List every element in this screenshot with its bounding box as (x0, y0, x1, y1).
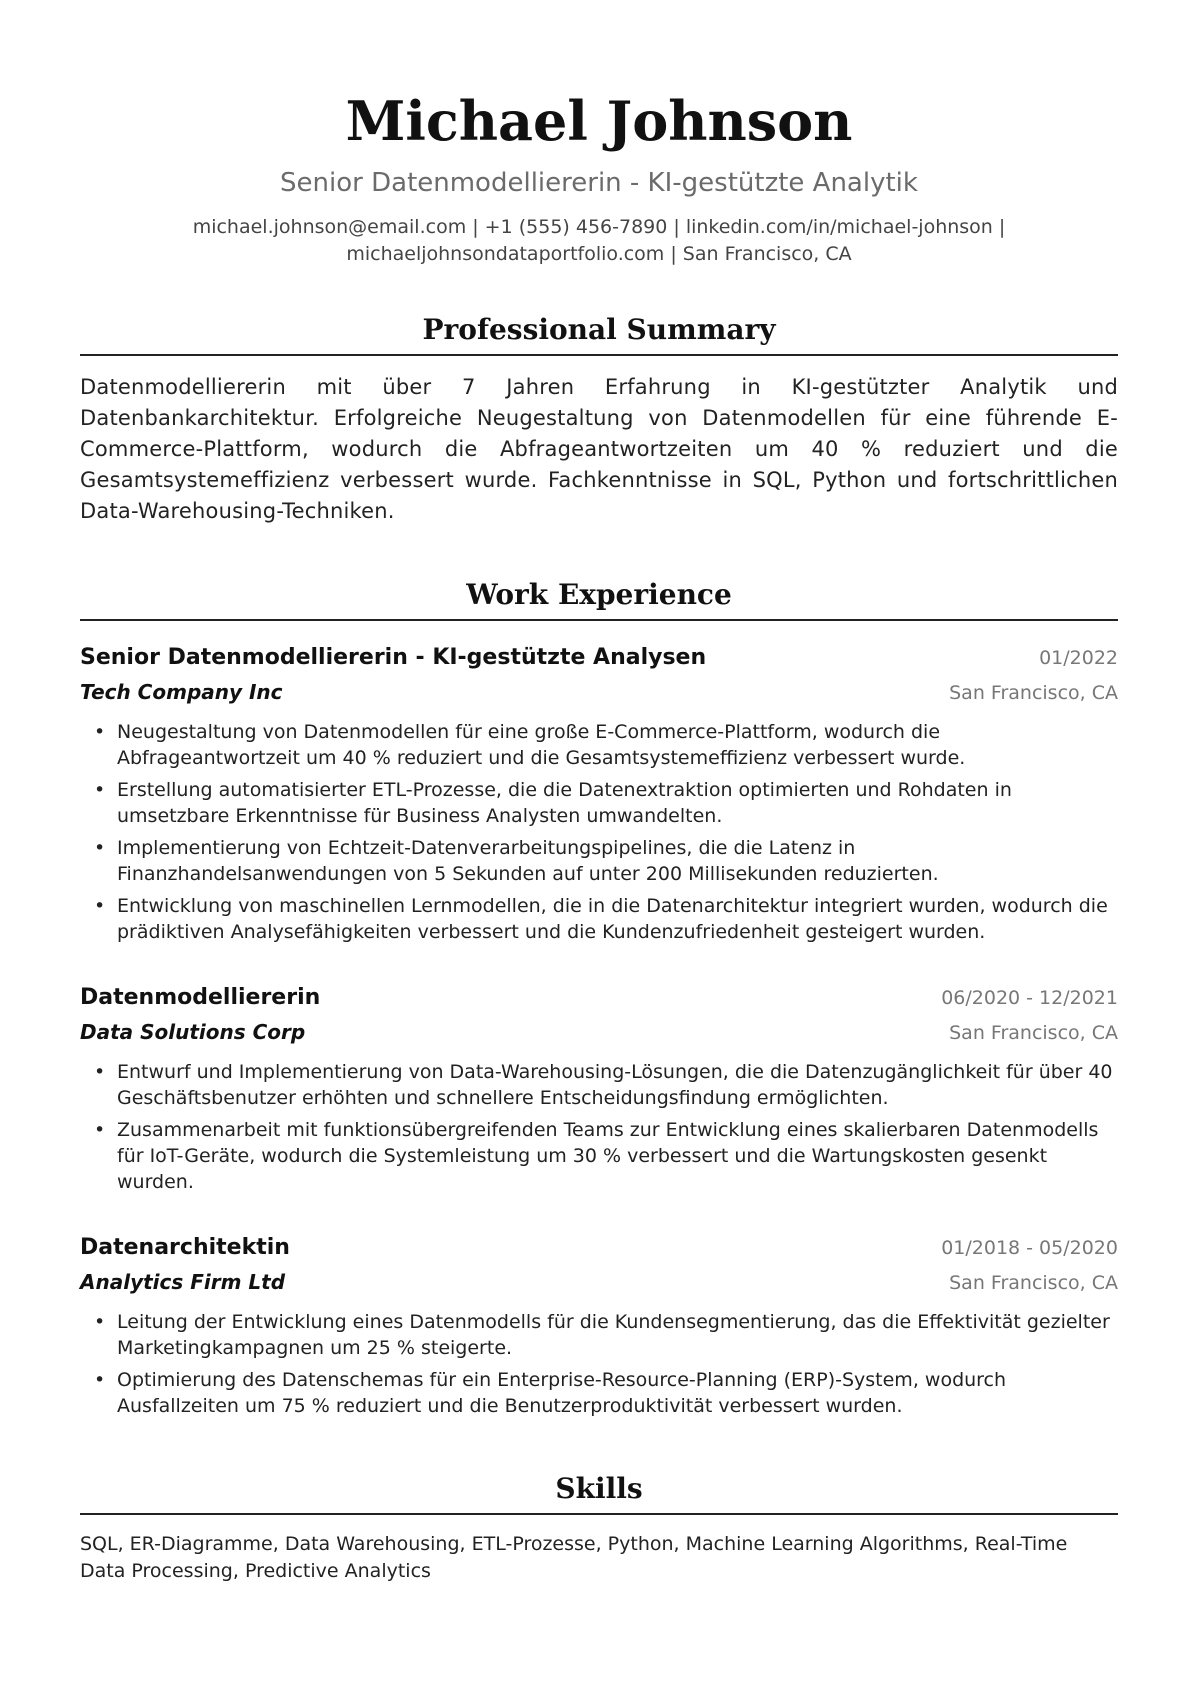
experience-section (80, 577, 1118, 1419)
job-bullets (80, 1309, 1118, 1419)
company-name: Analytics Firm Ltd (80, 1270, 286, 1294)
summary-heading: Professional Summary (80, 312, 1118, 356)
bullet-item (80, 777, 1118, 829)
bullet-item (80, 835, 1118, 887)
job-location: San Francisco, CA (949, 1022, 1118, 1044)
candidate-name: Michael Johnson (345, 89, 853, 153)
contact-info (80, 214, 1118, 268)
bullet-text: Entwicklung von maschinellen Lernmodellen, die in die Datenarchitektur integriert wurden, wodurch die prädiktiven Analysefähigkeiten verbessert und die Kundenzufriedenheit gesteigert wurden. (117, 895, 1108, 943)
summary-text: Datenmodelliererin mit über 7 Jahren Erfahrung in KI-gestützter Analytik und Datenbankarchitektur. Erfolgreiche Neugestaltung von Datenmodellen für eine führende E-Commerce-Plattform, wodurch die Abfrageantwortzeiten um 40 % reduziert und die Gesamtsystemeffizienz verbessert wurde. Fachkenntnisse in SQL, Python und fortschrittlichen Data-Warehousing-Techniken. (80, 375, 1118, 523)
skills-section (80, 1471, 1118, 1585)
skills-text: SQL, ER-Diagramme, Data Warehousing, ETL-Prozesse, Python, Machine Learning Algorithms, Real-Time Data Processing, Predictive Analytics (80, 1533, 1068, 1582)
bullet-text: Optimierung des Datenschemas für ein Enterprise-Resource-Planning (ERP)-System, wodurch Ausfallzeiten um 75 % reduziert und die Benutzerproduktivität verbessert wurden. (117, 1369, 1007, 1417)
job-date: 01/2018 - 05/2020 (941, 1237, 1118, 1259)
bullet-text: Leitung der Entwicklung eines Datenmodells für die Kundensegmentierung, das die Effektivität gezielter Marketingkampagnen um 25 % steigerte. (117, 1311, 1110, 1359)
job-location: San Francisco, CA (949, 1272, 1118, 1294)
bullet-text: Entwurf und Implementierung von Data-Warehousing-Lösungen, die die Datenzugänglichkeit für über 40 Geschäftsbenutzer erhöhten und schnellere Entscheidungsfindung ermöglichten. (117, 1061, 1113, 1109)
bullet-text: Implementierung von Echtzeit-Datenverarbeitungspipelines, die die Latenz in Finanzhandelsanwendungen von 5 Sekunden auf unter 200 Millisekunden reduzierten. (117, 837, 939, 885)
bullet-item (80, 893, 1118, 945)
job-title: Senior Datenmodelliererin - KI-gestützte Analysen (80, 645, 707, 670)
bullet-icon: • (94, 1061, 106, 1083)
experience-heading: Work Experience (80, 577, 1118, 621)
job-entry (80, 981, 1118, 1195)
resume-content (80, 0, 1118, 1585)
contact-line-2: michaeljohnsondataportfolio.com | San Francisco, CA (346, 243, 852, 265)
bullet-icon: • (94, 1311, 106, 1333)
job-date: 06/2020 - 12/2021 (941, 987, 1118, 1009)
job-header (80, 1231, 1118, 1265)
job-header (80, 641, 1118, 675)
company-name: Tech Company Inc (80, 680, 283, 704)
job-title: Datenarchitektin (80, 1235, 290, 1260)
job-title: Datenmodelliererin (80, 985, 321, 1010)
candidate-subtitle: Senior Datenmodelliererin - KI-gestützte Analytik (280, 168, 918, 198)
contact-line-1: michael.johnson@email.com | +1 (555) 456-7890 | linkedin.com/in/michael-johnson | (192, 216, 1006, 238)
job-subheader (80, 675, 1118, 709)
job-bullets (80, 719, 1118, 945)
job-date: 01/2022 (1039, 647, 1118, 669)
bullet-icon: • (94, 837, 106, 859)
bullet-icon: • (94, 895, 106, 917)
bullet-item (80, 1367, 1118, 1419)
bullet-text: Zusammenarbeit mit funktionsübergreifenden Teams zur Entwicklung eines skalierbaren Datenmodells für IoT-Geräte, wodurch die Systemleistung um 30 % verbessert und die Wartungskosten gesenkt wurden. (117, 1119, 1099, 1193)
bullet-icon: • (94, 721, 106, 743)
job-header (80, 981, 1118, 1015)
job-entry (80, 1231, 1118, 1419)
bullet-icon: • (94, 779, 106, 801)
summary-section (80, 312, 1118, 527)
bullet-item (80, 1059, 1118, 1111)
job-subheader (80, 1265, 1118, 1299)
job-bullets (80, 1059, 1118, 1195)
bullet-item (80, 719, 1118, 771)
bullet-text: Neugestaltung von Datenmodellen für eine große E-Commerce-Plattform, wodurch die Abfrageantwortzeit um 40 % reduziert und die Gesamtsystemeffizienz verbessert wurde. (117, 721, 966, 769)
job-location: San Francisco, CA (949, 682, 1118, 704)
job-entry (80, 641, 1118, 945)
bullet-item (80, 1117, 1118, 1195)
skills-heading: Skills (80, 1471, 1118, 1515)
bullet-text: Erstellung automatisierter ETL-Prozesse, die die Datenextraktion optimierten und Rohdaten in umsetzbare Erkenntnisse für Business Analysten umwandelten. (117, 779, 1012, 827)
bullet-icon: • (94, 1119, 106, 1141)
bullet-item (80, 1309, 1118, 1361)
job-subheader (80, 1015, 1118, 1049)
company-name: Data Solutions Corp (80, 1020, 306, 1044)
bullet-icon: • (94, 1369, 106, 1391)
